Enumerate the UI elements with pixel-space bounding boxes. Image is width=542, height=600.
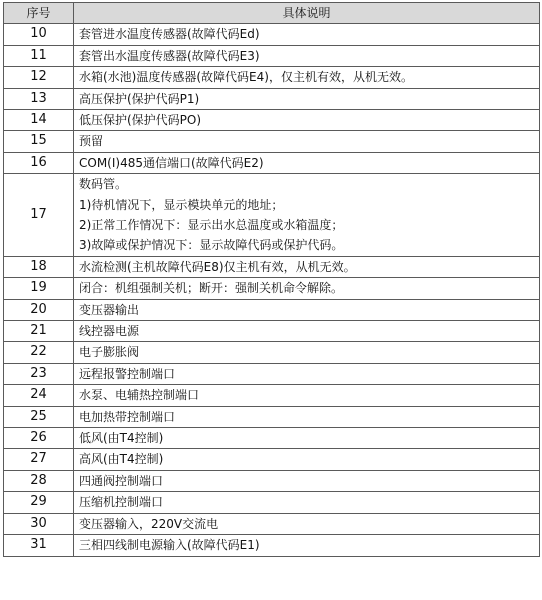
- description-line: 远程报警控制端口: [79, 366, 176, 381]
- row-description: [74, 256, 540, 277]
- description-line: 水泵、电辅热控制端口: [79, 388, 200, 403]
- row-description: [74, 342, 540, 363]
- header-number: 序号: [4, 3, 74, 24]
- table-row: [4, 513, 540, 534]
- row-description: [74, 449, 540, 470]
- table-row: [4, 88, 540, 109]
- row-description: [74, 45, 540, 66]
- row-description: [74, 321, 540, 342]
- description-line: 水流检测(主机故障代码E8)仅主机有效，从机无效。: [79, 259, 356, 274]
- row-number: 24: [4, 385, 74, 406]
- table-row: [4, 67, 540, 88]
- row-description: [74, 278, 540, 299]
- row-number: 19: [4, 278, 74, 299]
- table-row: [4, 470, 540, 491]
- row-number: 18: [4, 256, 74, 277]
- row-description: [74, 110, 540, 131]
- description-line: 三相四线制电源输入(故障代码E1): [79, 538, 260, 553]
- table-row: [4, 256, 540, 277]
- row-description: [74, 88, 540, 109]
- table-row: [4, 342, 540, 363]
- row-number: 13: [4, 88, 74, 109]
- row-number: 23: [4, 363, 74, 384]
- table-row: [4, 535, 540, 556]
- spec-table: [3, 2, 540, 557]
- row-number: 28: [4, 470, 74, 491]
- table-row: [4, 385, 540, 406]
- row-description: [74, 363, 540, 384]
- row-description: [74, 385, 540, 406]
- row-number: 12: [4, 67, 74, 88]
- row-description: [74, 67, 540, 88]
- table-row: [4, 363, 540, 384]
- row-number: 30: [4, 513, 74, 534]
- row-number: 29: [4, 492, 74, 513]
- table-row: [4, 428, 540, 449]
- table-body: [4, 24, 540, 556]
- table-row: [4, 406, 540, 427]
- spec-table-container: [3, 2, 539, 557]
- description-line: 变压器输出: [79, 302, 140, 317]
- row-description: [74, 131, 540, 152]
- row-number: 26: [4, 428, 74, 449]
- row-description: [74, 299, 540, 320]
- table-row: [4, 299, 540, 320]
- description-line: 压缩机控制端口: [79, 495, 164, 510]
- row-description: [74, 428, 540, 449]
- row-number: 31: [4, 535, 74, 556]
- description-line: 高压保护(保护代码P1): [79, 91, 200, 106]
- description-line: 数码管。: [79, 177, 128, 192]
- row-number: 15: [4, 131, 74, 152]
- row-number: 17: [4, 174, 74, 257]
- description-line: 1)待机情况下，显示模块单元的地址；: [79, 197, 284, 212]
- row-number: 11: [4, 45, 74, 66]
- description-line: 低风(由T4控制): [79, 431, 164, 446]
- description-line: 电子膨胀阀: [79, 345, 140, 360]
- row-number: 22: [4, 342, 74, 363]
- row-number: 27: [4, 449, 74, 470]
- table-row: [4, 45, 540, 66]
- table-row: [4, 131, 540, 152]
- table-row: [4, 110, 540, 131]
- table-row: [4, 278, 540, 299]
- table-row: [4, 152, 540, 173]
- description-line: 3)故障或保护情况下：显示故障代码或保护代码。: [79, 238, 344, 253]
- table-header-row: [4, 3, 540, 24]
- description-line: 四通阀控制端口: [79, 473, 164, 488]
- row-number: 16: [4, 152, 74, 173]
- description-line: 水箱(水池)温度传感器(故障代码E4)，仅主机有效，从机无效。: [79, 70, 413, 85]
- row-number: 25: [4, 406, 74, 427]
- row-description: [74, 24, 540, 45]
- row-description: [74, 470, 540, 491]
- table-row: [4, 174, 540, 257]
- description-line: 高风(由T4控制): [79, 452, 164, 467]
- description-line: 线控器电源: [79, 324, 140, 339]
- description-line: 低压保护(保护代码PO): [79, 113, 202, 128]
- row-description: [74, 535, 540, 556]
- description-line: 2)正常工作情况下：显示出水总温度或水箱温度；: [79, 218, 344, 233]
- row-description: [74, 406, 540, 427]
- row-number: 14: [4, 110, 74, 131]
- table-row: [4, 24, 540, 45]
- description-line: 闭合：机组强制关机；断开：强制关机命令解除。: [79, 281, 344, 296]
- description-line: 套管进水温度传感器(故障代码Ed): [79, 27, 260, 42]
- description-line: COM(I)485通信端口(故障代码E2): [79, 155, 264, 170]
- description-line: 变压器输入，220V交流电: [79, 516, 219, 531]
- description-line: 套管出水温度传感器(故障代码E3): [79, 48, 260, 63]
- row-description: [74, 513, 540, 534]
- description-line: 电加热带控制端口: [79, 409, 176, 424]
- row-number: 10: [4, 24, 74, 45]
- row-description: [74, 492, 540, 513]
- description-line: 预留: [79, 134, 104, 149]
- row-description: [74, 174, 540, 257]
- table-row: [4, 449, 540, 470]
- row-description: [74, 152, 540, 173]
- table-row: [4, 321, 540, 342]
- table-row: [4, 492, 540, 513]
- header-description: 具体说明: [74, 3, 540, 24]
- row-number: 21: [4, 321, 74, 342]
- row-number: 20: [4, 299, 74, 320]
